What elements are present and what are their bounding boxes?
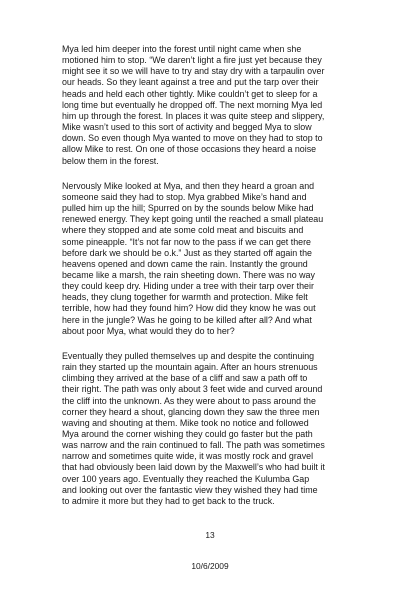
text-line: their right. The path was only about 3 feet wide and curved around	[62, 384, 323, 395]
paragraph	[62, 181, 362, 337]
text-line: about poor Mya, what would they do to her?	[62, 325, 235, 336]
text-line: our heads. So they leant against a tree and put the tarp over their	[62, 77, 319, 88]
text-line: became like a marsh, the rain sheeting down. There was no way	[62, 269, 315, 280]
text-line: Nervously Mike looked at Mya, and then they heard a groan and	[62, 180, 315, 191]
text-line: heads, they clung together for warmth and protection. Mike felt	[62, 292, 308, 303]
text-line: was narrow and the rain continued to fall. The path was sometimes	[62, 440, 325, 451]
text-line: him up through the forest. In places it was quite steep and slippery,	[62, 110, 325, 121]
text-line: here in the jungle? Was he going to be killed after all? And what	[62, 314, 312, 325]
text-line: Mya led him deeper into the forest until night came when she	[62, 44, 302, 54]
text-line: waving and shouting at them. Mike took no notice and followed	[62, 417, 309, 428]
paragraph	[62, 44, 362, 167]
paragraph	[62, 351, 362, 507]
text-line: heavens opened and down came the rain. Instantly the ground	[62, 258, 308, 269]
text-line: that had obviously been laid down by the Maxwell’s who had built it	[62, 462, 325, 473]
text-line: allow Mike to rest. On one of those occasions they heard a noise	[62, 144, 317, 155]
text-line: might see it so we will have to try and stay dry with a tarpaulin over	[62, 66, 325, 77]
text-line: some pineapple. “It’s not far now to the pass if we can get there	[62, 236, 311, 247]
text-line: Mya around the corner wishing they could go faster but the path	[62, 429, 313, 439]
text-line: Eventually they pulled themselves up and despite the continuing	[62, 350, 315, 361]
text-line: pulled him up the hill; Spurred on by the sounds below Mike had	[62, 203, 314, 214]
footer-date: 10/6/2009	[191, 561, 229, 571]
body-text	[62, 44, 362, 521]
text-line: climbing they arrived at the base of a cliff and saw a path off to	[62, 373, 308, 384]
text-line: renewed energy. They kept going until the reached a small plateau	[62, 214, 324, 225]
text-line: Mike wasn’t used to this sort of activity and begged Mya to slow	[62, 122, 312, 133]
text-line: terrible, how had they found him? How did they know he was out	[62, 303, 316, 314]
text-line: heads and held each other tightly. Mike couldn’t get to sleep for a	[62, 88, 318, 99]
text-line: rain they started up the mountain again. After an hours strenuous	[62, 362, 318, 373]
text-line: down. So even though Mya wanted to move on they had to stop to	[62, 133, 323, 144]
text-line: over 100 years ago. Eventually they reached the Kulumba Gap	[62, 473, 310, 484]
text-line: before dark we should be o.k.” Just as they started off again the	[62, 247, 312, 258]
text-line: where they stopped and ate some cold meat and biscuits and	[62, 225, 304, 236]
text-line: corner they heard a shout, glancing down they saw the three men	[62, 406, 320, 417]
page-number: 13	[205, 530, 215, 540]
text-line: someone said they had to stop. Mya grabbed Mike’s hand and	[62, 191, 307, 202]
text-line: motioned him to stop. “We daren’t light a fire just yet because they	[62, 55, 322, 66]
text-line: long time but eventually he dropped off. The next morning Mya led	[62, 99, 323, 110]
text-line: to admire it more but they had to get back to the truck.	[62, 495, 275, 506]
text-line: and looking out over the fantastic view they wished they had time	[62, 484, 318, 495]
text-line: they could keep dry. Hiding under a tree with their tarp over their	[62, 281, 314, 292]
text-line: the cliff into the unknown. As they were about to pass around the	[62, 395, 316, 406]
text-line: narrow and sometimes quite wide, it was mostly rock and gravel	[62, 451, 314, 462]
text-line: below them in the forest.	[62, 155, 159, 166]
